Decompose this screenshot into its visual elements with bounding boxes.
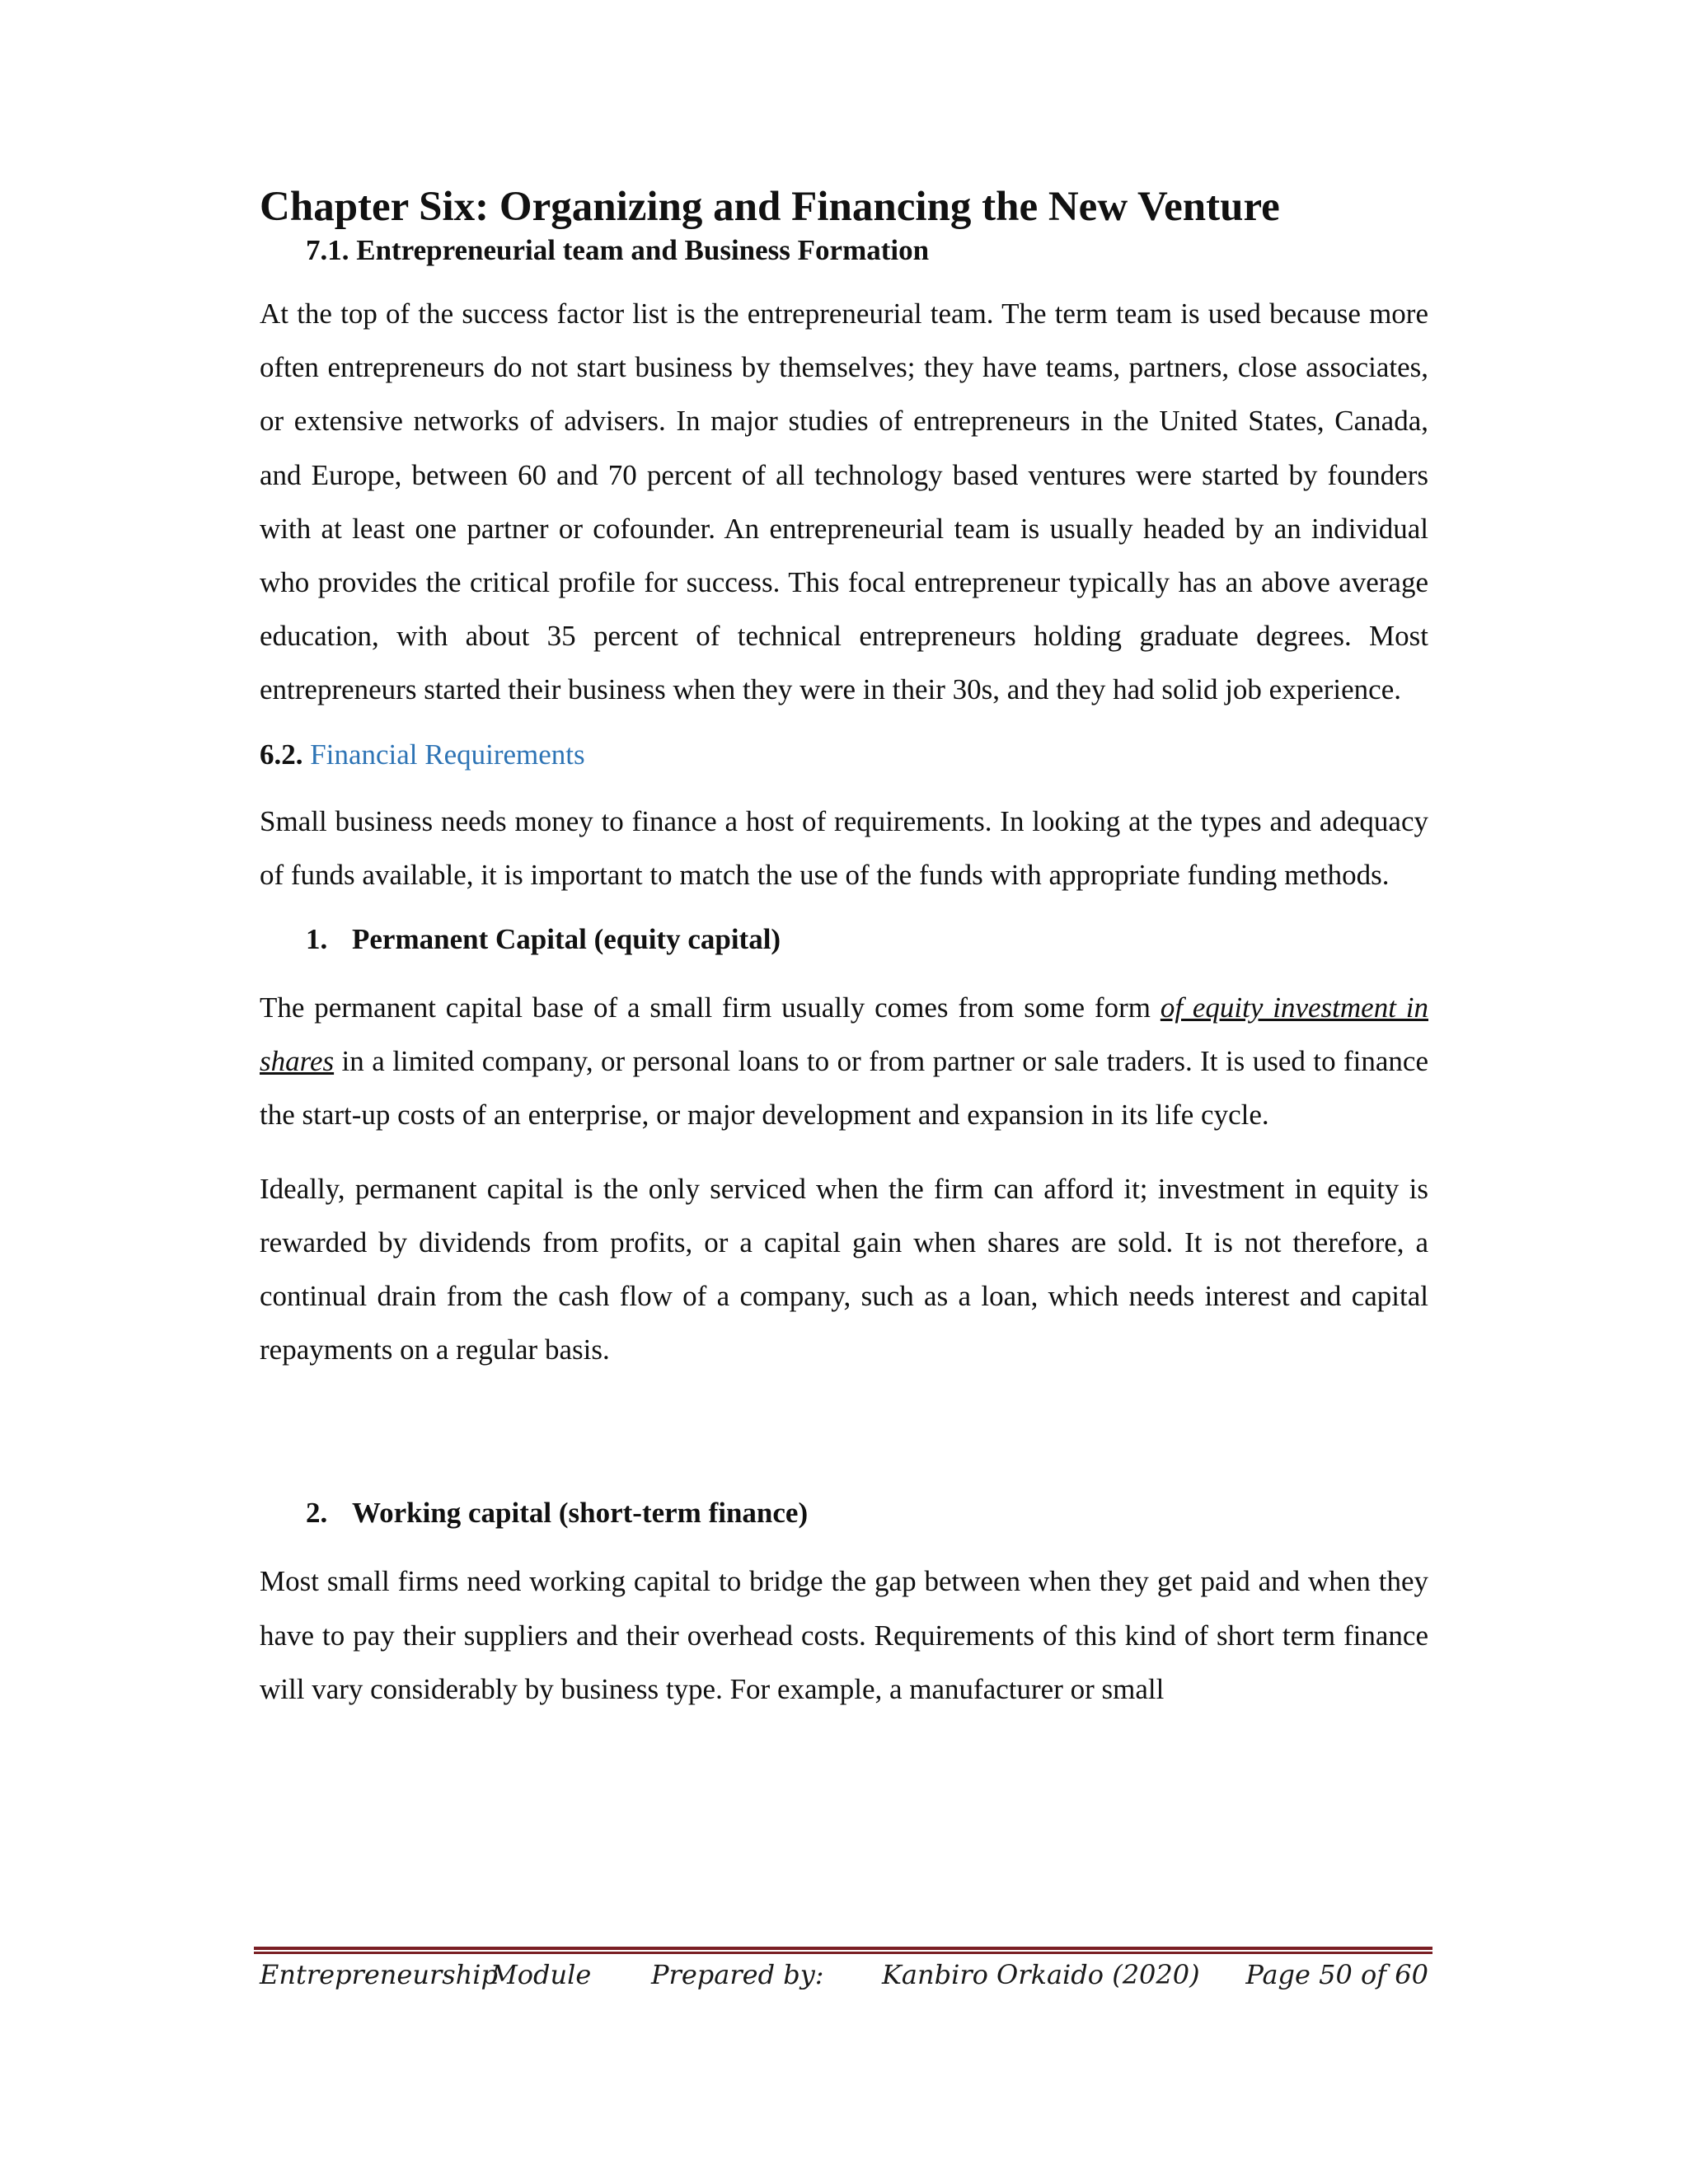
paragraph-permanent-capital-servicing: Ideally, permanent capital is the only serviced when the firm can afford it; investment in equity is rewarded by dividends from profits, or a capital gain when shares are sold. It is not therefore, a continual drain from the cash flow of a company, such as a loan, which needs interest and capital repayments on a regular basis. <box>260 1172 1428 1366</box>
list-number: 2. <box>306 1497 328 1530</box>
list-heading-permanent-capital <box>306 921 1428 958</box>
paragraph-permanent-capital <box>260 981 1428 1142</box>
section-title-financial-requirements: Financial Requirements <box>310 738 585 771</box>
footer-divider-line <box>254 1947 1432 1950</box>
blank-space <box>260 1396 1428 1480</box>
paragraph-text: in a limited company, or personal loans to or from partner or sale traders. It is used to finance the start-up costs of an enterprise, or major development and expansion in its life cycle. <box>260 1045 1428 1132</box>
list-title: Permanent Capital (equity capital) <box>352 923 781 956</box>
paragraph-text: The permanent capital base of a small firm usually comes from some form <box>260 991 1160 1024</box>
page-content <box>260 181 1428 1736</box>
section-number: 6.2. <box>260 738 303 771</box>
page-footer <box>260 1959 1428 1997</box>
footer-page-number: Page 50 of 60 <box>1245 1959 1428 1990</box>
footer-prepared-by: Prepared by: <box>651 1959 824 1990</box>
section-heading-7-1: 7.1. Entrepreneurial team and Business Formation <box>306 234 930 266</box>
footer-author: Kanbiro Orkaido (2020) <box>882 1959 1200 1990</box>
footer-module: Module <box>490 1959 592 1990</box>
emphasized-text: of equity investment in shares <box>260 991 1428 1078</box>
chapter-title: Chapter Six: Organizing and Financing the New Venture <box>260 184 1280 230</box>
footer-divider-line <box>254 1952 1432 1954</box>
paragraph-entrepreneurial-team: At the top of the success factor list is the entrepreneurial team. The term team is used because more often entrepreneurs do not start business by themselves; they have teams, partners, close associates, or extensive networks of advisers. In major studies of entrepreneurs in the United States, Canada, and Europe, between 60 and 70 percent of all technology based ventures were started by founders with at least one partner or cofounder. An entrepreneurial team is usually headed by an individual who provides the critical profile for success. This focal entrepreneur typically has an above average education, with about 35 percent of technical entrepreneurs holding graduate degrees. Most entrepreneurs started their business when they were in their 30s, and they had solid job experience. <box>260 298 1428 706</box>
paragraph-working-capital: Most small firms need working capital to bridge the gap between when they get paid and when they have to pay their suppliers and their overhead costs. Requirements of this kind of short term finance will vary considerably by business type. For example, a manufacturer or small <box>260 1565 1428 1705</box>
paragraph-financial-requirements: Small business needs money to finance a host of requirements. In looking at the types and adequacy of funds available, it is important to match the use of the funds with appropriate funding methods. <box>260 804 1428 891</box>
footer-subject: Entrepreneurship <box>260 1959 498 1990</box>
footer-divider <box>254 1947 1432 1954</box>
section-heading-6-2 <box>260 737 1428 773</box>
list-number: 1. <box>306 923 328 956</box>
list-heading-working-capital <box>306 1495 1428 1531</box>
list-title: Working capital (short-term finance) <box>352 1497 809 1530</box>
